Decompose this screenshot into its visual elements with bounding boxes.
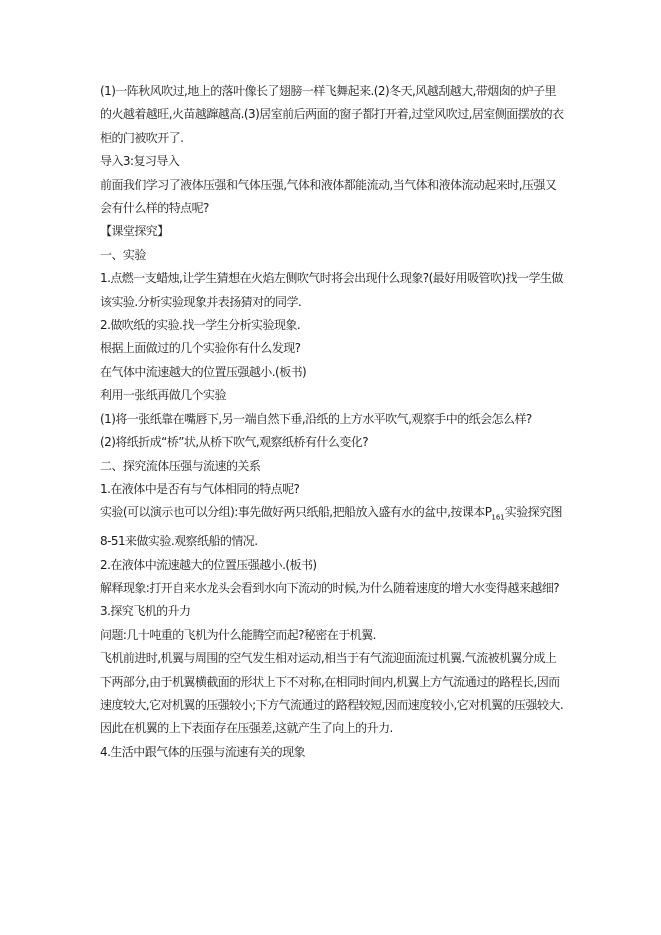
paragraph-experiment-2: (2)将纸折成“桥”状,从桥下吹气,观察纸桥有什么变化? <box>100 435 369 450</box>
paragraph-explain-water: 解释现象:打开自来水龙头会看到水向下流动的时候,为什么随着速度的增大水变得越来越细? <box>100 580 560 595</box>
paragraph-conclusion-gas: 在气体中流速越大的位置压强越小.(板书) <box>100 364 307 379</box>
paragraph-airplane-question: 问题:几十吨重的飞机为什么能腾空而起?秘密在于机翼. <box>100 627 376 642</box>
heading-intro-3: 导入3:复习导入 <box>100 154 180 169</box>
document-page <box>100 80 565 764</box>
paragraph-phenomena: (1)一阵秋风吹过,地上的落叶像长了翅膀一样飞舞起来.(2)冬天,风越刮越大,带烟囱的炉子里的火越着越旺,火苗越蹿越高.(3)居室前后两面的窗子都打开着,过堂风吹过,居室侧面摆放的衣柜的门被吹开了. <box>100 84 564 145</box>
paragraph-conclusion-liquid: 2.在液体中流速越大的位置压强越小.(板书) <box>100 557 317 572</box>
paragraph-boat-experiment <box>100 501 565 553</box>
heading-section-experiment: 一、实验 <box>100 247 146 262</box>
paragraph-experiment-1: (1)将一张纸靠在嘴唇下,另一端自然下垂,沿纸的上方水平吹气,观察手中的纸会怎么样? <box>100 411 532 426</box>
paragraph-candle-experiment: 1.点燃一支蜡烛,让学生猜想在火焰左侧吹气时将会出现什么现象?(最好用吸管吹)找一学生做该实验.分析实验现象并表扬猜对的同学. <box>100 271 563 309</box>
paragraph-paper-blow: 2.做吹纸的实验.找一学生分析实验现象. <box>100 318 301 333</box>
paragraph-wing-explanation: 飞机前进时,机翼与周围的空气发生相对运动,相当于有气流迎面流过机翼.气流被机翼分成上下两部分,由于机翼横截面的形状上下不对称,在相同时间内,机翼上方气流通过的路程长,因而速度较大,它对机翼的压强较小;下方气流通过的路程较短,因而速度较小,它对机翼的压强较大.因此在机翼的上下表面存在压强差,这就产生了向上的升力. <box>100 651 564 736</box>
page-subscript: 161 <box>491 513 505 522</box>
heading-daily-phenomena: 4.生活中跟气体的压强与流速有关的现象 <box>100 744 306 759</box>
heading-airplane-lift: 3.探究飞机的升力 <box>100 604 191 619</box>
heading-section-inquiry: 二、探究流体压强与流速的关系 <box>100 458 261 473</box>
experiment-text-after: 实验探究图8-51来做实验.观察纸船的情况. <box>100 505 563 549</box>
paragraph-review: 前面我们学习了液体压强和气体压强,气体和液体都能流动,当气体和液体流动起来时,压强又会有什么样的特点呢? <box>100 177 557 216</box>
paragraph-liquid-question: 1.在液体中是否有与气体相同的特点呢? <box>100 481 300 496</box>
heading-classroom-inquiry: 【课堂探究】 <box>100 224 169 239</box>
experiment-text-before: 实验(可以演示也可以分组):事先做好两只纸船,把船放入盛有水的盆中,按课本P <box>100 505 492 520</box>
paragraph-question: 根据上面做过的几个实验你有什么发现? <box>100 341 301 356</box>
paragraph-more-experiments: 利用一张纸再做几个实验 <box>100 388 226 403</box>
